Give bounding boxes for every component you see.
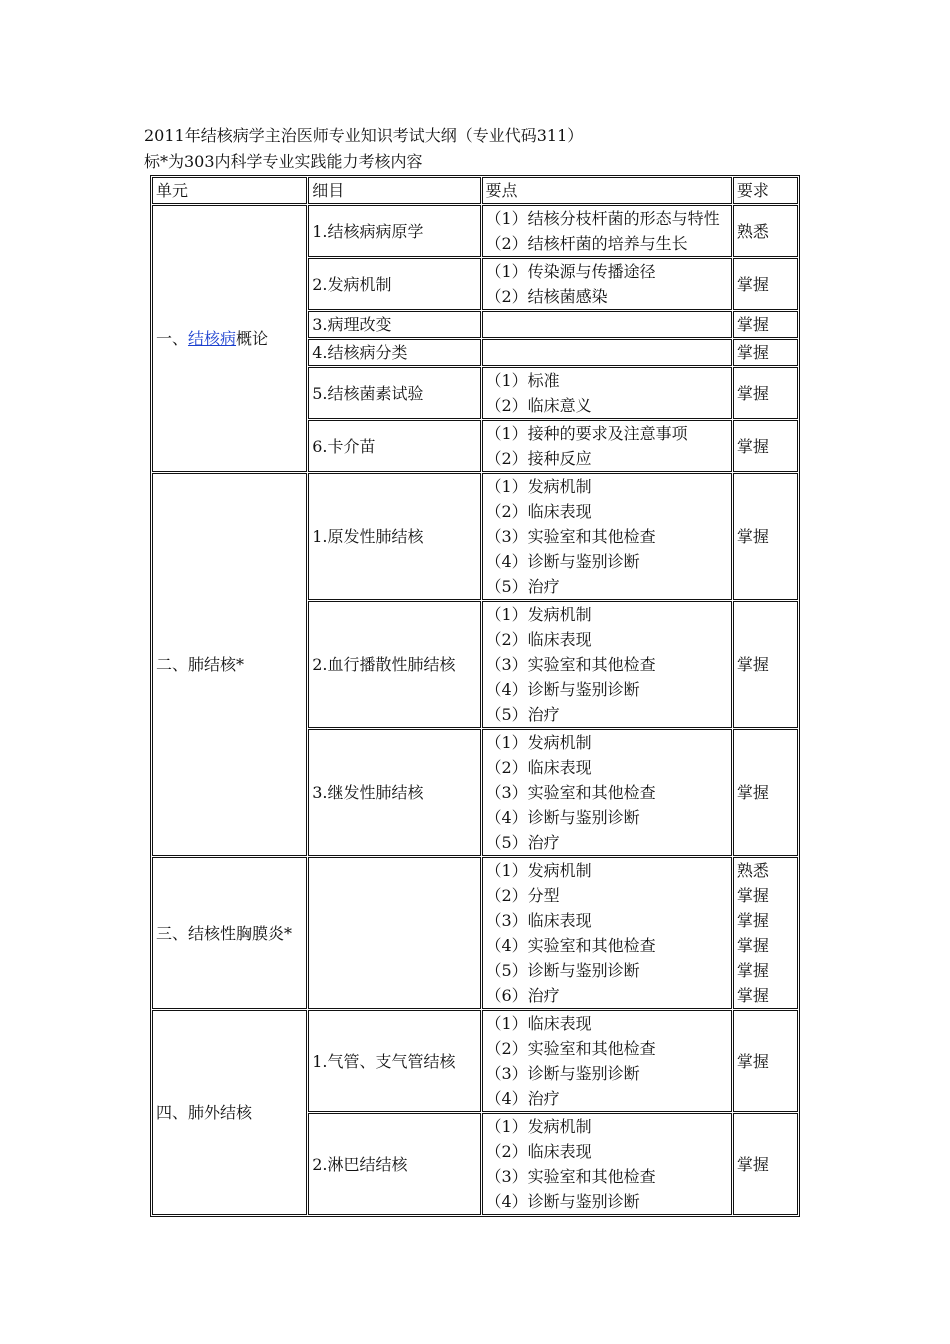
list-item: （1）临床表现 xyxy=(485,1014,592,1033)
unit-suffix: 概论 xyxy=(236,329,269,348)
detail-cell xyxy=(308,857,480,1009)
requirement-item: 掌握 xyxy=(736,961,769,980)
list-item: （5）治疗 xyxy=(485,705,560,724)
detail-cell: 1.结核病病原学 xyxy=(308,205,480,257)
list-item: （1）发病机制 xyxy=(485,477,592,496)
list-item: （2）实验室和其他检查 xyxy=(485,1039,656,1058)
list-item: （4）诊断与鉴别诊断 xyxy=(485,808,640,827)
unit-cell: 二、肺结核* xyxy=(152,473,307,856)
requirement-cell: 掌握 xyxy=(733,339,798,366)
points-cell xyxy=(482,1010,732,1112)
list-item: （1）发病机制 xyxy=(485,733,592,752)
requirement-cell: 掌握 xyxy=(733,729,798,856)
unit-prefix: 一、 xyxy=(156,329,189,348)
requirement-cell: 掌握 xyxy=(733,311,798,338)
list-item: （2）结核菌感染 xyxy=(485,287,608,306)
requirement-cell: 掌握 xyxy=(733,1010,798,1112)
list-item: （2）接种反应 xyxy=(485,449,592,468)
list-item: （1）接种的要求及注意事项 xyxy=(485,424,688,443)
points-cell xyxy=(482,420,732,472)
table-header-row xyxy=(152,177,798,204)
list-item: （5）诊断与鉴别诊断 xyxy=(485,961,640,980)
points-cell xyxy=(482,311,732,338)
detail-cell: 6.卡介苗 xyxy=(308,420,480,472)
requirement-cell: 掌握 xyxy=(733,601,798,728)
list-item: （4）诊断与鉴别诊断 xyxy=(485,1192,640,1211)
list-item: （1）发病机制 xyxy=(485,605,592,624)
points-cell xyxy=(482,729,732,856)
detail-cell: 1.气管、支气管结核 xyxy=(308,1010,480,1112)
requirement-item: 掌握 xyxy=(736,911,769,930)
list-item: （4）治疗 xyxy=(485,1089,560,1108)
detail-cell: 5.结核菌素试验 xyxy=(308,367,480,419)
list-item: （4）实验室和其他检查 xyxy=(485,936,656,955)
table-row xyxy=(152,857,798,1009)
detail-cell: 1.原发性肺结核 xyxy=(308,473,480,600)
list-item: （1）发病机制 xyxy=(485,861,592,880)
detail-cell: 2.血行播散性肺结核 xyxy=(308,601,480,728)
list-item: （6）治疗 xyxy=(485,986,560,1005)
list-item: （2）结核杆菌的培养与生长 xyxy=(485,234,688,253)
unit-cell: 三、结核性胸膜炎* xyxy=(152,857,307,1009)
header-detail: 细目 xyxy=(308,177,480,204)
points-cell xyxy=(482,258,732,310)
points-cell xyxy=(482,205,732,257)
document-title: 2011年结核病学主治医师专业知识考试大纲（专业代码311） xyxy=(144,126,584,145)
list-item: （2）临床意义 xyxy=(485,396,592,415)
points-cell xyxy=(482,601,732,728)
detail-cell: 4.结核病分类 xyxy=(308,339,480,366)
list-item: （1）发病机制 xyxy=(485,1117,592,1136)
list-item: （1）传染源与传播途径 xyxy=(485,262,656,281)
requirement-item: 熟悉 xyxy=(736,861,769,880)
list-item: （2）分型 xyxy=(485,886,560,905)
list-item: （3）实验室和其他检查 xyxy=(485,655,656,674)
header-requirement: 要求 xyxy=(733,177,798,204)
list-item: （1）标准 xyxy=(485,371,560,390)
list-item: （3）实验室和其他检查 xyxy=(485,783,656,802)
list-item: （2）临床表现 xyxy=(485,1142,592,1161)
detail-cell: 3.病理改变 xyxy=(308,311,480,338)
points-cell xyxy=(482,339,732,366)
requirement-cell: 掌握 xyxy=(733,258,798,310)
list-item: （2）临床表现 xyxy=(485,502,592,521)
requirement-item: 掌握 xyxy=(736,986,769,1005)
list-item: （4）诊断与鉴别诊断 xyxy=(485,552,640,571)
list-item: （2）临床表现 xyxy=(485,630,592,649)
header-unit: 单元 xyxy=(152,177,307,204)
unit-cell: 四、肺外结核 xyxy=(152,1010,307,1215)
list-item: （2）临床表现 xyxy=(485,758,592,777)
points-cell xyxy=(482,473,732,600)
requirement-item: 掌握 xyxy=(736,936,769,955)
list-item: （3）诊断与鉴别诊断 xyxy=(485,1064,640,1083)
points-cell xyxy=(482,1113,732,1215)
list-item: （1）结核分枝杆菌的形态与特性 xyxy=(485,209,720,228)
list-item: （5）治疗 xyxy=(485,833,560,852)
list-item: （3）实验室和其他检查 xyxy=(485,1167,656,1186)
header-points: 要点 xyxy=(482,177,732,204)
requirement-cell: 掌握 xyxy=(733,473,798,600)
detail-cell: 3.继发性肺结核 xyxy=(308,729,480,856)
list-item: （5）治疗 xyxy=(485,577,560,596)
unit-link-tuberculosis[interactable]: 结核病 xyxy=(188,329,237,348)
table-row xyxy=(152,205,798,257)
table-row xyxy=(152,473,798,600)
requirement-cell: 掌握 xyxy=(733,367,798,419)
document-subtitle: 标*为303内科学专业实践能力考核内容 xyxy=(144,152,423,171)
requirement-cell: 熟悉 xyxy=(733,205,798,257)
syllabus-table xyxy=(150,175,800,1217)
list-item: （4）诊断与鉴别诊断 xyxy=(485,680,640,699)
table-row xyxy=(152,1010,798,1112)
points-cell xyxy=(482,367,732,419)
detail-cell: 2.发病机制 xyxy=(308,258,480,310)
requirement-item: 掌握 xyxy=(736,886,769,905)
list-item: （3）临床表现 xyxy=(485,911,592,930)
points-cell xyxy=(482,857,732,1009)
requirement-cell: 掌握 xyxy=(733,1113,798,1215)
requirement-cell: 掌握 xyxy=(733,420,798,472)
list-item: （3）实验室和其他检查 xyxy=(485,527,656,546)
unit-cell xyxy=(152,205,307,472)
detail-cell: 2.淋巴结结核 xyxy=(308,1113,480,1215)
requirement-cell xyxy=(733,857,798,1009)
